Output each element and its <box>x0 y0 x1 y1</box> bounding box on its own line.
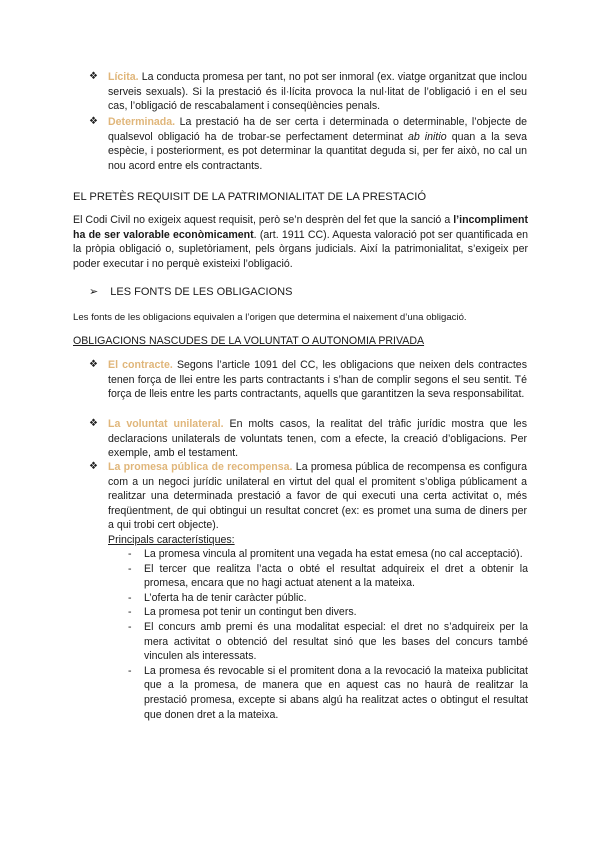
bullet-promesa-publica <box>89 460 527 533</box>
dash-bullet: - <box>128 620 132 633</box>
list-item-text: El concurs amb premi és una modalitat especial: el dret no s’adquireix per la mera activitat o obtenció del resultat sinó que les bases del concurs també vinculen als interessats. <box>144 620 528 663</box>
list-item-text: El tercer que realitza l’acta o obté el resultat adquireix el dret a obtenir la promesa, encara que no hagi actuat atenent a la mateixa. <box>144 562 528 590</box>
arrow-bullet-icon: ➢ <box>89 286 99 298</box>
bullet-promesa-publica-text: La promesa pública de recompensa es configura com a un negoci jurídic unilateral en virtut del qual el promitent s’obliga públicament a realitzar una determinada prestació a favor de qui executi una certa activitat o, més freqüentment, de qui obtingui un resultat concret (ex: es promet una suma de diners per a qui trobi cert objecte). <box>108 461 527 532</box>
term-voluntat-unilateral: La voluntat unilateral. <box>108 418 224 430</box>
heading-fonts <box>89 285 292 300</box>
dash-bullet: - <box>128 562 132 575</box>
paragraph-patrimonialitat-after: . (art. 1911 CC). Aquesta valoració pot ser quantificada en la pròpia obligació o, supletòriament, pels òrgans judicials. Així la patrimonialitat, s’exigeix per poder executar i no perquè existeixi l’obligació. <box>73 228 528 270</box>
dash-bullet: - <box>128 548 132 560</box>
bullet-licita <box>89 70 527 114</box>
heading-patrimonialitat: EL PRETÈS REQUISIT DE LA PATRIMONIALITAT DE LA PRESTACIÓ <box>73 191 427 203</box>
list-item <box>108 664 528 722</box>
diamond-bullet-icon: ❖ <box>89 418 98 429</box>
characteristics-list <box>108 547 528 722</box>
list-item <box>108 591 528 606</box>
characteristics-label: Principals característiques: <box>108 534 235 546</box>
list-item <box>108 605 528 620</box>
list-item-text: La promesa pot tenir un contingut ben divers. <box>144 606 357 619</box>
heading-voluntat: OBLIGACIONS NASCUDES DE LA VOLUNTAT O AUTONOMIA PRIVADA <box>73 335 425 347</box>
diamond-bullet-icon: ❖ <box>89 461 98 472</box>
heading-fonts-text: LES FONTS DE LES OBLIGACIONS <box>110 286 293 298</box>
diamond-bullet-icon: ❖ <box>89 359 98 370</box>
list-item-text: La promesa vincula al promitent una vegada ha estat emesa (no cal acceptació). <box>144 548 523 560</box>
list-item-text: L’oferta ha de tenir caràcter públic. <box>144 591 307 604</box>
list-item <box>108 547 528 562</box>
bullet-voluntat-unilateral <box>89 417 527 461</box>
dash-bullet: - <box>128 664 132 677</box>
term-promesa-publica: La promesa pública de recompensa. <box>108 461 293 473</box>
term-contracte: El contracte. <box>108 359 173 371</box>
bullet-determinada-italic: ab initio <box>407 130 447 143</box>
bullet-determinada <box>89 115 527 173</box>
bullet-determinada-text-before: La prestació ha de ser certa i determinada o determinable, l’objecte de qualsevol obligació ha de trobar-se perfectament determinat <box>108 116 527 143</box>
list-item <box>108 562 528 591</box>
bullet-voluntat-unilateral-text: En molts casos, la realitat del tràfic jurídic mostra que les declaracions unilaterals de voluntats tenen, com a efecte, la creació d’obligacions. Per exemple, amb el testament. <box>108 418 527 460</box>
term-determinada: Determinada. <box>108 116 176 128</box>
list-item <box>108 620 528 664</box>
dash-bullet: - <box>128 606 132 619</box>
bullet-determinada-text-after: quan a la seva espècie, i posteriorment, es pot determinar la quantitat deguda si, per fer això, no cal un nou acord entre els contractants. <box>108 130 527 172</box>
bullet-contracte <box>89 358 527 402</box>
term-licita: Lícita. <box>108 71 139 83</box>
fonts-intro: Les fonts de les obligacions equivalen a l’origen que determina el naixement d’una obligació. <box>73 312 467 323</box>
bullet-contracte-text: Segons l’article 1091 del CC, les obligacions que neixen dels contractes tenen força de llei entre les parts contractants i s’han de complir segons el seu sentit. Té força de lleis entre les parts contractants, aquells que garantitzen la seva responsabilitat. <box>108 359 527 401</box>
paragraph-patrimonialitat-before: El Codi Civil no exigeix aquest requisit, però se’n desprèn del fet que la sanció a <box>73 214 451 226</box>
diamond-bullet-icon: ❖ <box>89 71 98 82</box>
paragraph-patrimonialitat-bold: l’incompliment ha de ser valorable econòmicament <box>73 214 528 241</box>
bullet-licita-text: La conducta promesa per tant, no pot ser inmoral (ex. viatge organitzat que inclou serveis sexuals). Si la prestació és il·lícita provoca la nul·litat de l’obligació i en el seu cas, l’obligació de rescabalament i conseqüències penals. <box>108 71 528 113</box>
list-item-text: La promesa és revocable si el promitent dona a la revocació la mateixa publicitat que a la promesa, de manera que en aquest cas no haurà de realitzar la prestació promesa, excepte si abans algú ha realitzat actes o obtingut el resultat que donen dret a la mateixa. <box>144 664 528 721</box>
dash-bullet: - <box>128 591 132 604</box>
diamond-bullet-icon: ❖ <box>89 116 98 127</box>
paragraph-patrimonialitat <box>73 213 528 271</box>
